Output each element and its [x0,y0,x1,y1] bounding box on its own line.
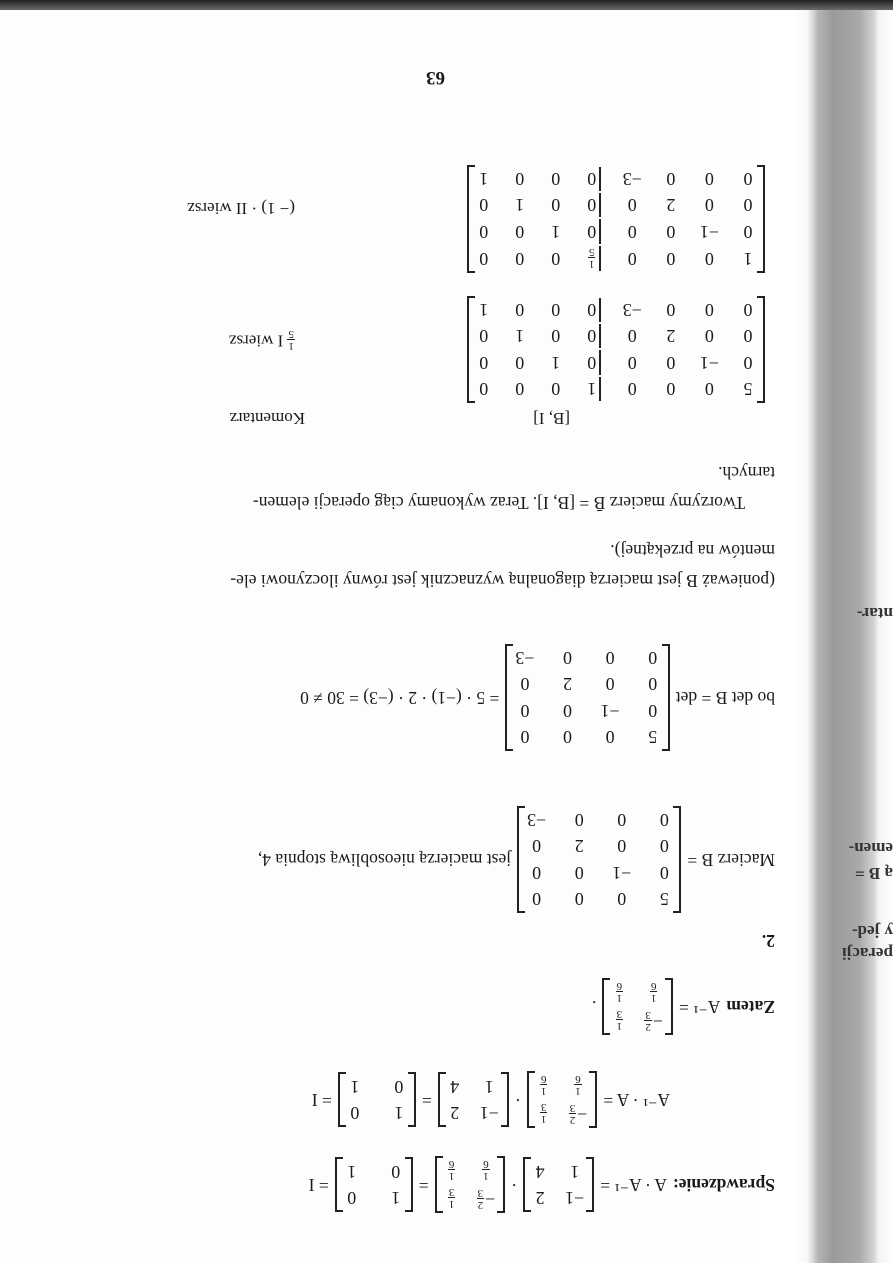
augmented-matrix [467,165,765,273]
matrix-cell: 0 [585,193,601,217]
matrix-A [438,1072,509,1127]
matrix-cell: −1 [612,862,632,883]
matrix-cell: 1 [515,326,525,347]
matrix-cell: 0 [704,326,714,347]
matrix-cell: −1 [565,1187,585,1208]
matrix-cell: 0 [520,727,530,747]
matrix-cell: 0 [551,379,561,399]
matrix-A [523,1157,594,1212]
matrix-cell: 0 [627,352,637,373]
matrix-cell: 0 [666,379,676,399]
matrix-cell: 0 [532,862,542,883]
matrix-cell: 0 [551,169,561,190]
matrix-cell: 0 [743,326,753,347]
matrix-cell: 0 [515,352,525,373]
matrix-cell: − 2 3 [477,1187,496,1212]
matrix-cell: 2 [563,674,573,695]
identity-matrix [335,1157,413,1212]
matrix-cell: 0 [627,221,637,242]
equation-lhs: A · A⁻¹ = [600,1175,667,1196]
matrix-cell: 0 [515,300,525,321]
explanation-line-2: mentów na przekątnej). [610,541,775,561]
matrix-cell: 0 [704,379,714,399]
matrix-cell: 2 [574,836,584,857]
matrix-cell: 0 [479,326,489,347]
determinant-line [300,644,775,751]
matrix-cell: 0 [479,221,489,242]
page-body [75,0,775,1263]
matrix-cell: 0 [585,324,601,348]
problem-prefix: Macierz B = [687,849,775,870]
determinant-result: = 5 · (−1) · 2 · (−3) = 30 ≠ 0 [300,687,500,708]
matrix-cell: 5 [659,889,669,909]
matrix-cell: 5 [648,727,658,747]
matrix-cell: 0 [574,889,584,909]
matrix-cell: 0 [704,195,714,216]
matrix-cell: 0 [347,1187,357,1208]
verification-line-1 [309,1156,775,1213]
matrix-cell: 0 [479,249,489,269]
matrix-cell: −1 [479,1102,499,1123]
augmented-matrix [467,296,765,403]
matrix-cell: 1 [570,1161,580,1182]
matrix-cell: −3 [515,648,535,669]
augmented-matrix-step-1 [467,296,765,403]
matrix-cell: 0 [704,249,714,269]
matrix-cell: 0 [605,674,615,695]
matrix-cell: 2 [666,326,676,347]
matrix-cell: 0 [627,326,637,347]
matrix-cell: 1 [391,1187,401,1208]
matrix-cell: 2 [535,1187,545,1208]
matrix-cell: 1 [394,1102,404,1123]
matrix-cell: 0 [479,352,489,373]
matrix-cell: 0 [743,169,753,190]
matrix-cell: 0 [627,249,637,269]
matrix-cell: 0 [666,169,676,190]
matrix-cell: 0 [666,249,676,269]
page-number: 63 [426,67,445,88]
step-2-comment: (− 1) · II wiersz [187,199,295,218]
matrix-A-inverse [435,1156,506,1213]
matrix-cell: 0 [617,836,627,857]
matrix-cell: 0 [585,167,601,191]
dot-operator: · [511,1175,518,1196]
matrix-cell: 0 [574,810,584,831]
matrix-cell: 0 [659,862,669,883]
verification-label: Sprawdzenie: [672,1175,775,1196]
matrix-cell: 0 [617,810,627,831]
matrix-B [517,806,681,913]
matrix-cell: 0 [666,352,676,373]
matrix-cell: 0 [743,195,753,216]
matrix-cell: 2 [450,1102,460,1123]
matrix-cell: 0 [394,1076,404,1097]
matrix-cell: 0 [479,379,489,399]
matrix-cell: 1 [350,1076,360,1097]
matrix-cell: 0 [563,700,573,721]
matrix-cell: 1 [743,249,753,269]
matrix-cell: 1 [479,169,489,190]
matrix-cell: 0 [666,221,676,242]
matrix-cell: 0 [585,350,601,374]
problem-statement [258,806,775,913]
procedure-line-2: tarnych. [718,463,775,483]
matrix-cell: 0 [515,221,525,242]
section-number: 2. [761,931,775,951]
matrix-cell: 0 [704,300,714,321]
matrix-cell: 0 [617,889,627,909]
matrix-cell: 0 [350,1102,360,1123]
matrix-cell: 0 [585,219,601,243]
equals-sign: = [421,1090,432,1111]
matrix-cell: 1 3 [540,1100,547,1125]
matrix-cell: 0 [532,889,542,909]
matrix-cell: 0 [659,836,669,857]
matrix-cell: 0 [515,379,525,399]
matrix-cell: 0 [648,648,658,669]
equation-lhs: A⁻¹ = [679,997,721,1018]
equation-end: = I [311,1090,332,1111]
matrix-cell: 0 [551,300,561,321]
matrix-cell: 0 [648,674,658,695]
problem-suffix: jest macierzą nieosobliwą stopnia 4, [257,849,512,870]
matrix-cell: 0 [532,836,542,857]
matrix-cell: 0 [391,1161,401,1182]
matrix-cell: −1 [699,221,719,242]
matrix-cell: 1 [484,1076,494,1097]
matrix-cell: 0 [666,300,676,321]
matrix-cell: 0 [563,648,573,669]
facing-page-fragment: ntar- [856,604,893,623]
conclusion-line [592,978,775,1035]
matrix-cell: 0 [743,300,753,321]
matrix-cell: 0 [743,352,753,373]
table-header-comment: Komentarz [229,409,305,428]
matrix-cell: 1 [551,352,561,373]
verification-line-2 [312,1071,670,1128]
matrix-cell: −3 [622,300,642,321]
matrix-cell: 1 6 [448,1158,455,1183]
matrix-A-inverse [527,1071,598,1128]
matrix-A-inverse [602,978,673,1035]
equation-end: = I [308,1175,329,1196]
matrix-cell: −3 [622,169,642,190]
table-header-matrix: [B, I] [533,409,570,428]
matrix-cell: 0 [479,195,489,216]
facing-page-fragment: peracji [842,944,893,963]
step-1-comment [229,328,295,351]
matrix-cell: 1 6 [483,1158,489,1183]
fraction-one-fifth: 1 5 [288,328,294,352]
equation-lhs: A⁻¹ · A = [603,1090,670,1111]
matrix-cell: 0 [515,249,525,269]
explanation-line-1: (ponieważ B jest macierzą diagonalną wyznacznik jest równy iloczynowi ele- [230,571,775,591]
matrix-cell: 0 [551,195,561,216]
matrix-cell: 0 [551,326,561,347]
matrix-cell: 1 [347,1161,357,1182]
conclusion-label: Zatem [726,997,775,1018]
augmented-matrix-step-2 [467,165,765,273]
matrix-cell: 0 [520,674,530,695]
matrix-cell: 0 [574,862,584,883]
matrix-cell: 0 [563,727,573,747]
matrix-cell: 1 3 [448,1185,455,1210]
matrix-cell: 0 [551,249,561,269]
comment-text: I wiersz [228,331,284,351]
determinant-matrix [505,644,669,751]
matrix-cell: 1 5 [585,246,601,271]
matrix-cell: −1 [699,352,719,373]
matrix-cell: 1 3 [616,1007,623,1032]
matrix-cell: 1 6 [575,1073,581,1098]
matrix-cell: 1 6 [650,980,657,1005]
matrix-cell: 2 [666,195,676,216]
matrix-cell: 1 [551,221,561,242]
identity-matrix [338,1072,416,1127]
facing-page-fragment: emen- [848,839,893,858]
matrix-cell: 1 [585,377,601,401]
matrix-cell: 5 [743,379,753,399]
procedure-line-1: Tworzymy macierz B̄ = [B, I]. Teraz wykonamy ciąg operacji elemen- [252,493,745,513]
matrix-cell: 0 [605,648,615,669]
matrix-cell: 0 [627,195,637,216]
matrix-cell: 1 [515,195,525,216]
matrix-cell: 1 6 [616,980,623,1005]
matrix-cell: 0 [743,221,753,242]
matrix-cell: − 2 3 [569,1102,588,1127]
matrix-cell: 4 [450,1076,460,1097]
dot-operator: · [514,1090,521,1111]
matrix-cell: 0 [659,810,669,831]
matrix-cell: 0 [704,169,714,190]
facing-page-fragment: y jed- [851,922,893,941]
equation-end: . [591,997,597,1018]
facing-page-fragment: ą B = [854,864,893,883]
matrix-cell: −3 [527,810,547,831]
matrix-cell: 0 [648,700,658,721]
matrix-cell: − 2 3 [645,1009,664,1034]
matrix-cell: 1 [479,300,489,321]
matrix-cell: 0 [585,298,601,322]
matrix-cell: −1 [600,700,620,721]
matrix-cell: 1 6 [540,1073,547,1098]
matrix-cell: 0 [627,379,637,399]
matrix-cell: 0 [520,700,530,721]
book-gutter-shadow [758,0,893,1263]
matrix-cell: 4 [535,1161,545,1182]
equals-sign: = [418,1175,429,1196]
matrix-cell: 0 [515,169,525,190]
matrix-cell: 0 [605,727,615,747]
determinant-prefix: bo det B = det [675,687,775,708]
